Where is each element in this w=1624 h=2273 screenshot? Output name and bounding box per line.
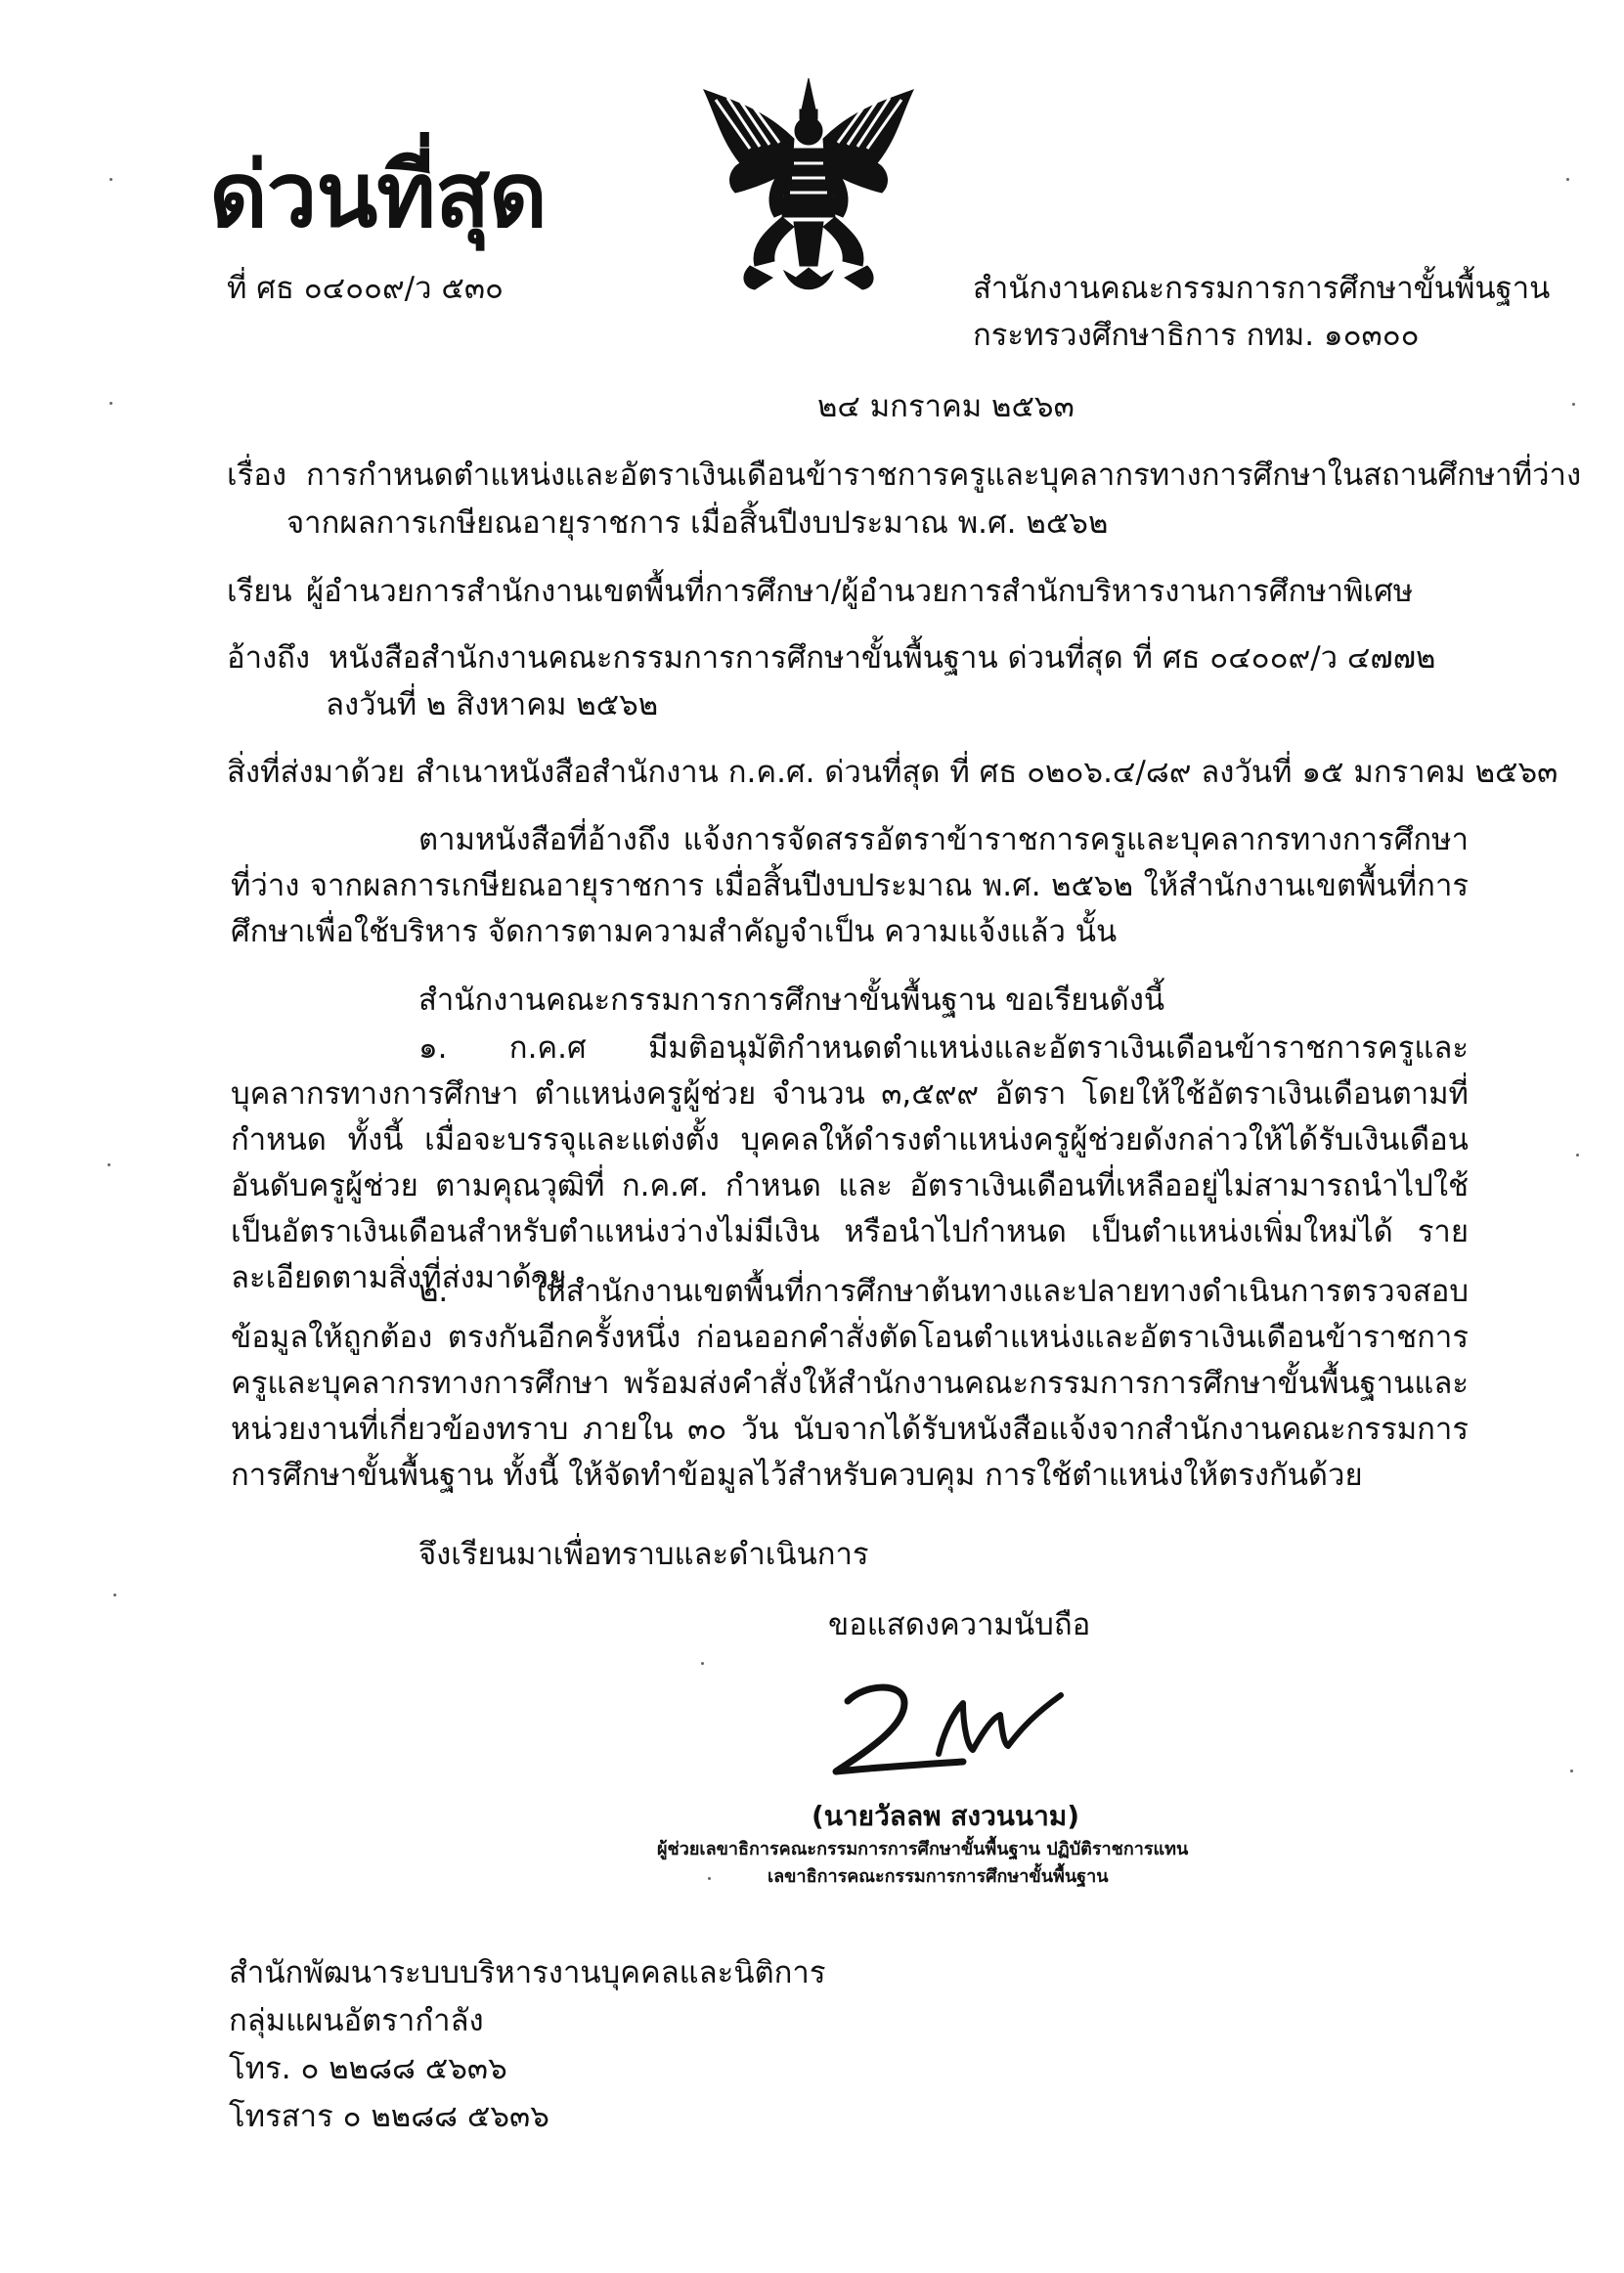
subject-text-line2: จากผลการเกษียณอายุราชการ เมื่อสิ้นปีงบประมาณ พ.ศ. ๒๕๖๒ [286, 505, 1109, 541]
scan-speck [113, 1594, 116, 1596]
scan-speck [110, 402, 112, 405]
document-date: ๒๔ มกราคม ๒๕๖๓ [817, 389, 1075, 424]
body-paragraph-3-text: ๑. ก.ค.ศ มีมติอนุมัติกำหนดตำแหน่งและอัตราเงินเดือนข้าราชการครูและบุคลากรทางการศึกษา ตำแหน่งครูผู้ช่วย จำนวน ๓,๕๙๙ อัตรา โดยให้ใช้อัตราเงินเดือนตามที่กำหนด ทั้งนี้ เมื่อจะบรรจุและแต่งตั้ง บุคคลให้ดำรงตำแหน่งครูผู้ช่วยดังกล่าวให้ได้รับเงินเดือนอันดับครูผู้ช่วย ตามคุณวุฒิที่ ก.ค.ศ. กำหนด และ อัตราเงินเดือนที่เหลืออยู่ไม่สามารถนำไปใช้เป็นอัตราเงินเดือนสำหรับตำแหน่งว่างไม่มีเงิน หรือนำไปกำหนด เป็นตำแหน่งเพิ่มใหม่ได้ รายละเอียดตามสิ่งที่ส่งมาด้วย [231, 1030, 1469, 1295]
signer-title-line1: ผู้ช่วยเลขาธิการคณะกรรมการการศึกษาขั้นพื้นฐาน ปฏิบัติราชการแทน [657, 1839, 1189, 1859]
closing-salutation: ขอแสดงความนับถือ [828, 1607, 1091, 1642]
footer-telephone: โทร. ๐ ๒๒๘๘ ๕๖๓๖ [229, 2051, 507, 2086]
enclosure-text: สำเนาหนังสือสำนักงาน ก.ค.ศ. ด่วนที่สุด ที่ ศธ ๐๒๐๖.๔/๘๙ ลงวันที่ ๑๕ มกราคม ๒๕๖๓ [416, 755, 1558, 790]
body-paragraph-1 [231, 817, 1469, 955]
handwritten-signature [826, 1674, 1080, 1791]
scan-speck [1576, 1154, 1579, 1157]
body-paragraph-4 [231, 1269, 1469, 1499]
recipient-label: เรียน [227, 574, 292, 609]
signature-icon [826, 1674, 1080, 1791]
footer-department: สำนักพัฒนาระบบบริหารงานบุคคลและนิติการ [229, 1955, 826, 1990]
scan-speck [108, 1163, 110, 1166]
body-paragraph-3 [231, 1026, 1469, 1301]
reference-text-line2: ลงวันที่ ๒ สิงหาคม ๒๕๖๒ [326, 687, 659, 722]
recipient-text: ผู้อำนวยการสำนักงานเขตพื้นที่การศึกษา/ผู้อำนวยการสำนักบริหารงานการศึกษาพิเศษ [306, 574, 1414, 609]
scan-speck [701, 1662, 704, 1665]
document-ref-no: ที่ ศธ ๐๔๐๐๙/ว ๕๓๐ [227, 271, 504, 306]
subject-text-line1: การกำหนดตำแหน่งและอัตราเงินเดือนข้าราชการครูและบุคลากรทางการศึกษาในสถานศึกษาที่ว่าง [306, 458, 1582, 493]
scan-speck [110, 178, 112, 181]
reference-label: อ้างถึง [227, 640, 311, 676]
garuda-emblem-icon [696, 70, 921, 300]
enclosure-label: สิ่งที่ส่งมาด้วย [227, 755, 406, 790]
scan-speck [1572, 403, 1575, 406]
issuing-office: สำนักงานคณะกรรมการการศึกษาขั้นพื้นฐาน [973, 271, 1551, 306]
body-paragraph-4-text: ๒. ให้สำนักงานเขตพื้นที่การศึกษาต้นทางและปลายทางดำเนินการตรวจสอบข้อมูลให้ถูกต้อง ตรงกันอีกครั้งหนึ่ง ก่อนออกคำสั่งตัดโอนตำแหน่งและอัตราเงินเดือนข้าราชการครูและบุคลากรทางการศึกษา พร้อมส่งคำสั่งให้สำนักงานคณะกรรมการการศึกษาขั้นพื้นฐานและหน่วยงานที่เกี่ยวข้องทราบ ภายใน ๓๐ วัน นับจากได้รับหนังสือแจ้งจากสำนักงานคณะกรรมการการศึกษาขั้นพื้นฐาน ทั้งนี้ ให้จัดทำข้อมูลไว้สำหรับควบคุม การใช้ตำแหน่งให้ตรงกันด้วย [231, 1274, 1469, 1493]
issuing-office-address: กระทรวงศึกษาธิการ กทม. ๑๐๓๐๐ [973, 318, 1420, 353]
scan-speck [1566, 178, 1569, 181]
footer-fax: โทรสาร ๐ ๒๒๘๘ ๕๖๓๖ [229, 2099, 549, 2134]
scan-speck [708, 1877, 711, 1880]
reference-text-line1: หนังสือสำนักงานคณะกรรมการการศึกษาขั้นพื้นฐาน ด่วนที่สุด ที่ ศธ ๐๔๐๐๙/ว ๔๗๗๒ [329, 640, 1436, 676]
body-paragraph-5: จึงเรียนมาเพื่อทราบและดำเนินการ [418, 1537, 869, 1572]
signer-name: (นายวัลลพ สงวนนาม) [812, 1800, 1080, 1832]
signer-title-line2: เลขาธิการคณะกรรมการการศึกษาขั้นพื้นฐาน [768, 1866, 1109, 1887]
garuda-emblem [696, 70, 921, 300]
body-paragraph-2: สำนักงานคณะกรรมการการศึกษาขั้นพื้นฐาน ขอเรียนดังนี้ [418, 983, 1165, 1018]
urgency-stamp: ด่วนที่สุด [209, 143, 547, 247]
footer-group: กลุ่มแผนอัตรากำลัง [229, 2003, 484, 2038]
scan-speck [1570, 1770, 1573, 1772]
subject-label: เรื่อง [227, 458, 287, 493]
body-paragraph-1-text: ตามหนังสือที่อ้างถึง แจ้งการจัดสรรอัตราข้าราชการครูและบุคลากรทางการศึกษาที่ว่าง จากผลการเกษียณอายุราชการ เมื่อสิ้นปีงบประมาณ พ.ศ. ๒๕๖๒ ให้สำนักงานเขตพื้นที่การศึกษาเพื่อใช้บริหาร จัดการตามความสำคัญจำเป็น ความแจ้งแล้ว นั้น [231, 822, 1469, 949]
